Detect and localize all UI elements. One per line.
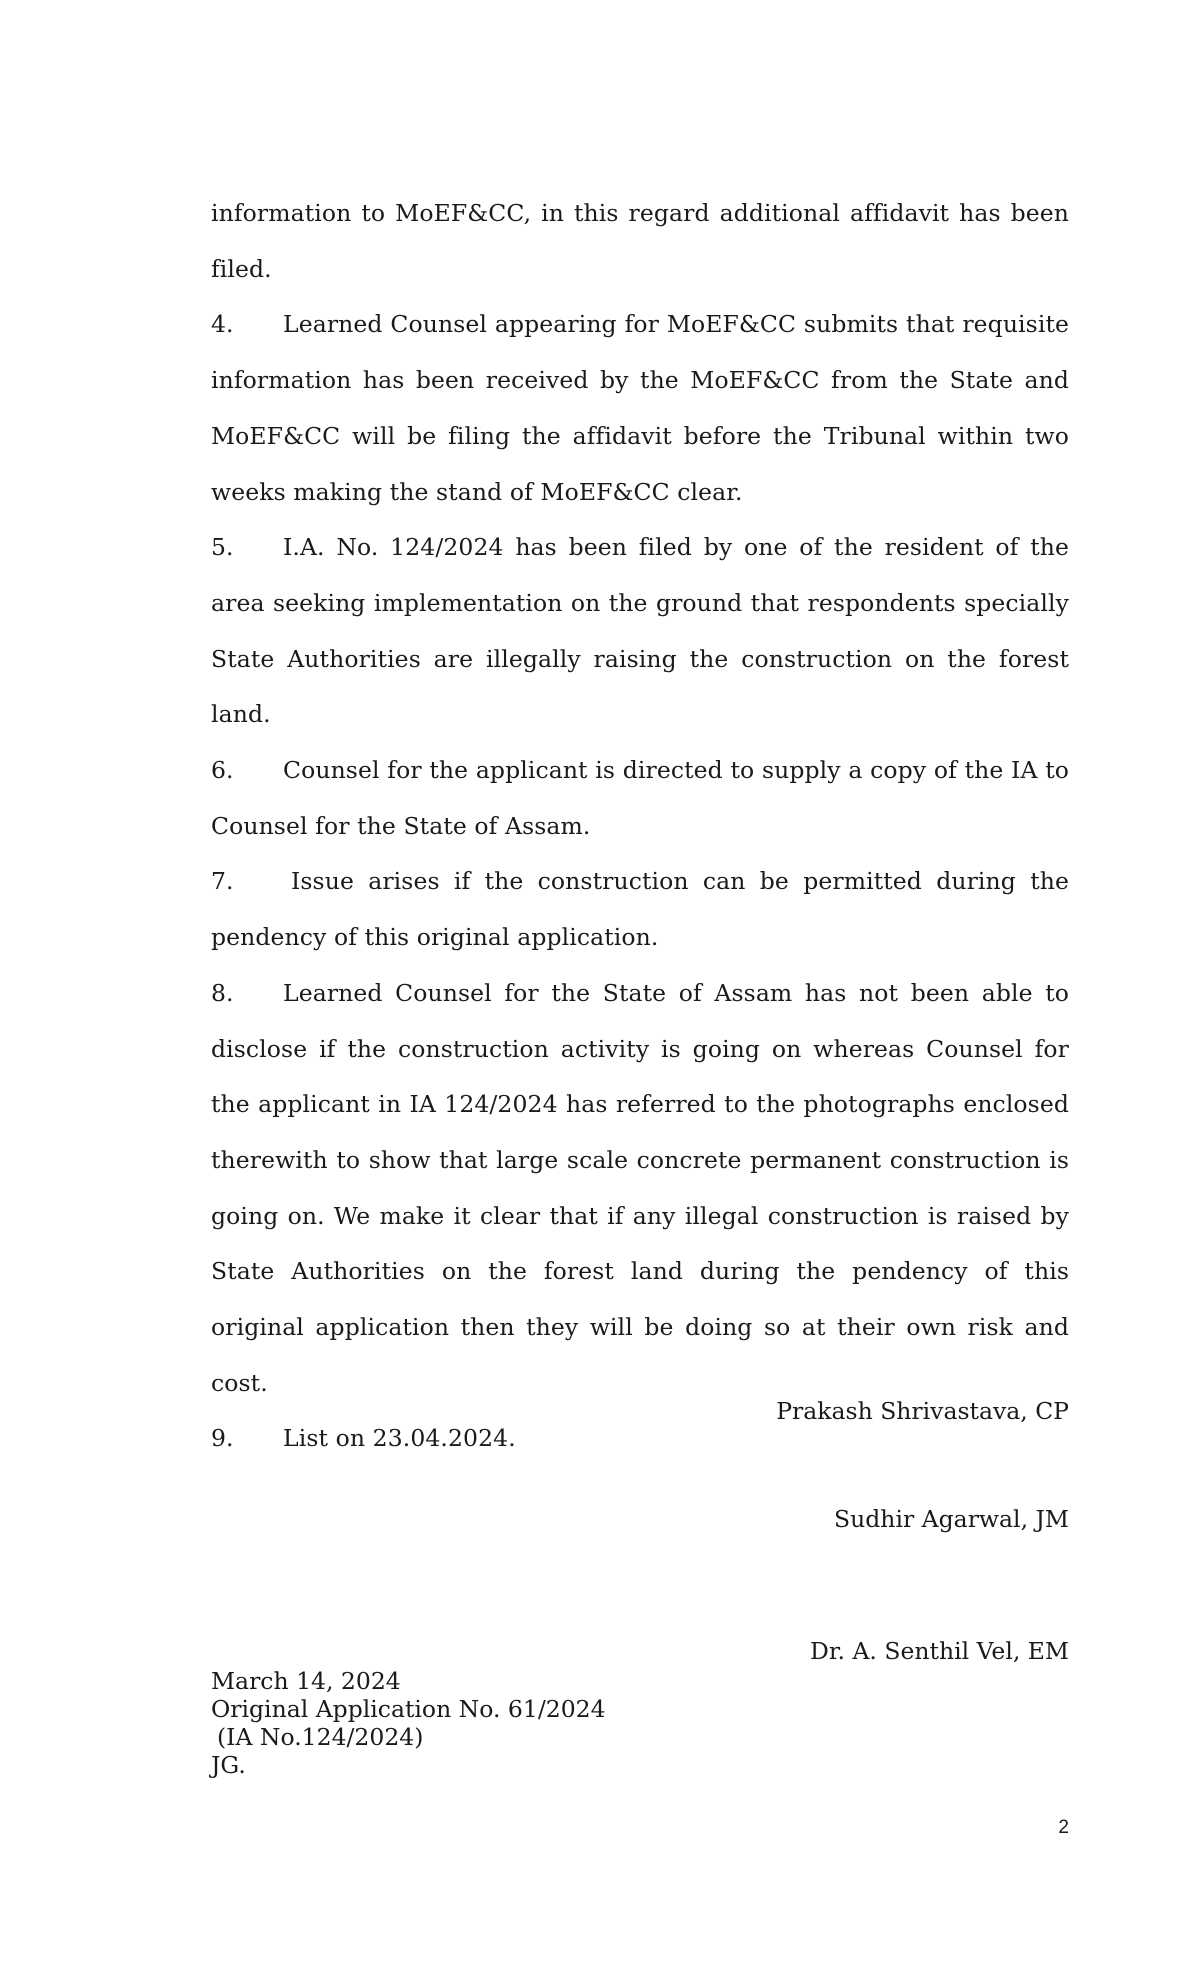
paragraph-number: 4. xyxy=(211,310,234,339)
page-number: 2 xyxy=(1058,1817,1069,1838)
paragraph-continuation xyxy=(211,186,1069,297)
signature-chairperson: Prakash Shrivastava, CP xyxy=(776,1397,1069,1425)
paragraph-number: 6. xyxy=(211,756,234,785)
paragraph-7 xyxy=(211,854,1069,965)
order-body xyxy=(211,186,1069,1467)
paragraph-text: Counsel for the applicant is directed to supply a copy of the IA to Counsel for the State of Assam. xyxy=(211,756,1069,840)
paragraph-8 xyxy=(211,966,1069,1412)
paragraph-4 xyxy=(211,297,1069,520)
order-date: March 14, 2024 xyxy=(211,1667,401,1695)
paragraph-number: 8. xyxy=(211,978,234,1007)
paragraph-text: I.A. No. 124/2024 has been filed by one of the resident of the area seeking implementation on the ground that respondents specially State Authorities are illegally raising the construction on the forest land. xyxy=(211,533,1069,729)
ia-number: (IA No.124/2024) xyxy=(217,1723,424,1751)
paragraph-5 xyxy=(211,520,1069,743)
paragraph-text: Learned Counsel appearing for MoEF&CC submits that requisite information has been received by the MoEF&CC from the State and MoEF&CC will be filing the affidavit before the Tribunal within two weeks making the stand of MoEF&CC clear. xyxy=(211,310,1069,506)
case-number: Original Application No. 61/2024 xyxy=(211,1695,606,1723)
paragraph-number: 5. xyxy=(211,533,234,562)
paragraph-text: information to MoEF&CC, in this regard additional affidavit has been filed. xyxy=(211,199,1069,283)
paragraph-6 xyxy=(211,743,1069,854)
signature-expert-member: Dr. A. Senthil Vel, EM xyxy=(810,1637,1069,1665)
paragraph-number: 9. xyxy=(211,1424,234,1453)
paragraph-number: 7. xyxy=(211,867,234,896)
order-footer xyxy=(211,1667,606,1779)
paragraph-text: Learned Counsel for the State of Assam has not been able to disclose if the construction activity is going on whereas Counsel for the applicant in IA 124/2024 has referred to the photographs enclosed therewith to show that large scale concrete permanent construction is going on. We make it clear that if any illegal construction is raised by State Authorities on the forest land during the pendency of this original application then they will be doing so at their own risk and cost. xyxy=(211,978,1069,1397)
paragraph-text: List on 23.04.2024. xyxy=(283,1424,516,1453)
initials: JG. xyxy=(211,1751,246,1779)
signature-judicial-member: Sudhir Agarwal, JM xyxy=(834,1505,1069,1533)
paragraph-text: Issue arises if the construction can be permitted during the pendency of this original application. xyxy=(211,867,1069,952)
